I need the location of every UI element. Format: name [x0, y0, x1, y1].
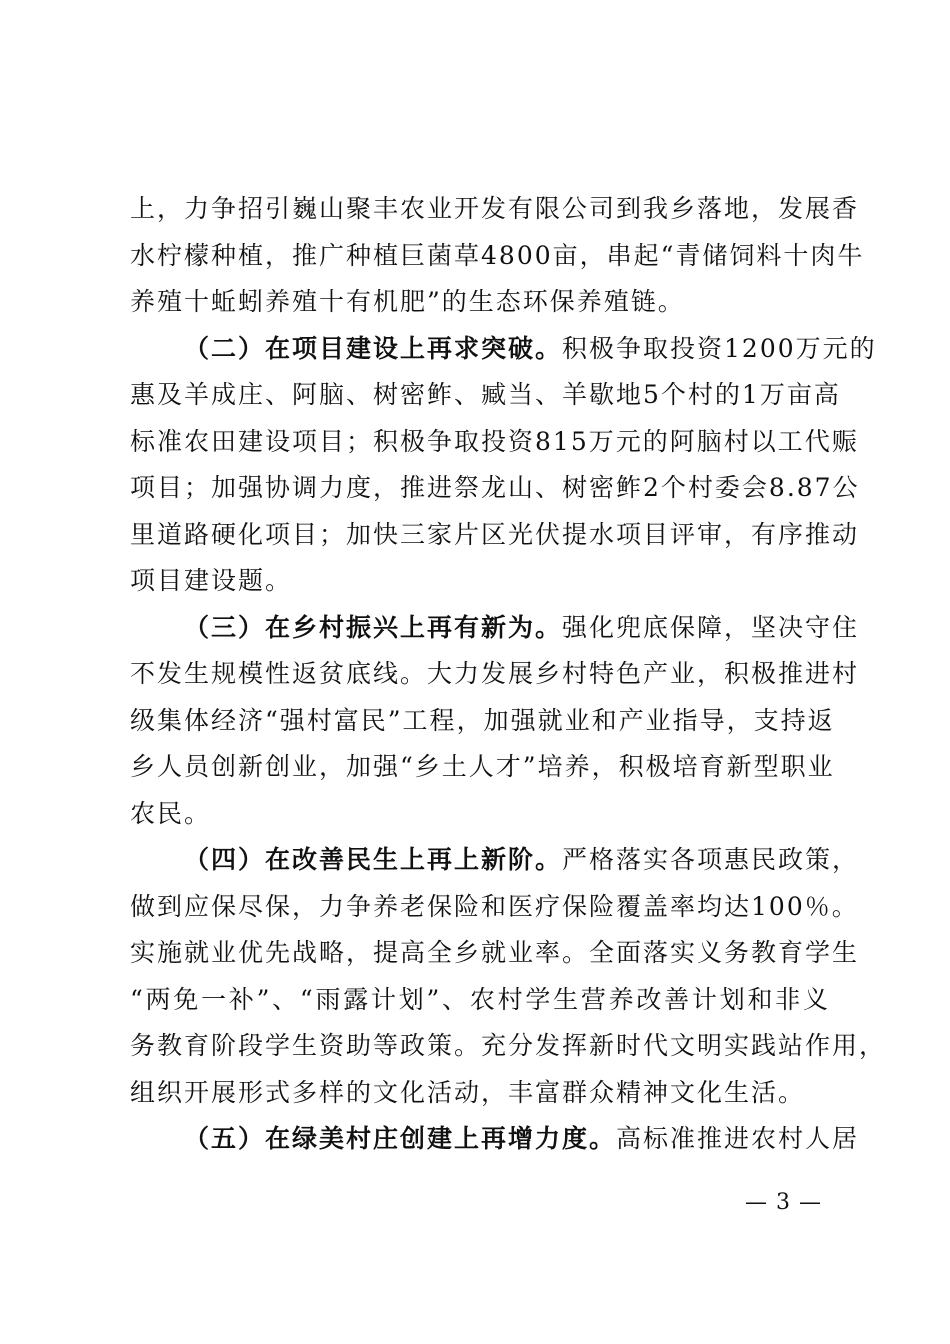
text-line: 做到应保尽保，力争养老保险和医疗保险覆盖率均达100％。 — [130, 891, 859, 921]
paragraph-green-village — [130, 1116, 860, 1163]
paragraph-rural-revitalization — [130, 605, 860, 838]
text-line — [130, 605, 860, 652]
text-line: 水柠檬种植，推广种植巨菌草4800亩，串起“青储饲料十肉牛 — [130, 240, 865, 270]
section-heading: （三）在乡村振兴上再有新为。 — [184, 612, 563, 642]
text-span: 强化兜底保障，坚决守住 — [562, 612, 860, 642]
text-line: “两免一补”、“雨露计划”、农村学生营养改善计划和非义 — [130, 984, 830, 1014]
paragraph-livelihood — [130, 837, 887, 1116]
text-line: 项目建设题。 — [130, 566, 293, 595]
text-line — [130, 1116, 860, 1163]
section-heading: （四）在改善民生上再上新阶。 — [184, 845, 563, 874]
text-span: 高标准推进农村人居 — [616, 1124, 860, 1153]
section-heading: （五）在绿美村庄创建上再增力度。 — [184, 1124, 617, 1153]
text-line: 级集体经济“强村富民”工程，加强就业和产业指导，支持返 — [130, 705, 835, 735]
text-line: 里道路硬化项目；加快三家片区光伏提水项目评审，有序推动 — [130, 519, 860, 549]
paragraph-continuation — [130, 186, 865, 326]
text-line — [130, 837, 860, 884]
text-line: 上，力争招引巍山聚丰农业开发有限公司到我乡落地，发展香 — [130, 194, 860, 223]
text-line: 养殖十蚯蚓养殖十有机肥”的生态环保养殖链。 — [130, 287, 685, 316]
page-number: — 3 — — [745, 1190, 822, 1215]
text-line: 组织开展形式多样的文化活动，丰富群众精神文化生活。 — [130, 1077, 806, 1107]
text-line: 乡人员创新创业，加强“乡土人才”培养，积极培育新型职业 — [130, 752, 835, 781]
text-span: 严格落实各项惠民政策， — [562, 845, 860, 874]
text-span: 积极争取投资1200万元的 — [562, 333, 877, 363]
text-line: 惠及羊成庄、阿脑、树密鲊、臧当、羊歇地5个村的1万亩高 — [130, 380, 841, 409]
text-line: 不发生规模性返贫底线。大力发展乡村特色产业，积极推进村 — [130, 659, 860, 688]
text-line: 农民。 — [130, 798, 212, 828]
document-body — [130, 186, 887, 1163]
text-line: 项目；加强协调力度，推进祭龙山、树密鲊2个村委会8.87公 — [130, 473, 860, 502]
text-line — [130, 326, 877, 373]
text-line: 标准农田建设项目；积极争取投资815万元的阿脑村以工代赈 — [130, 426, 859, 456]
text-line: 实施就业优先战略，提高全乡就业率。全面落实义务教育学生 — [130, 938, 860, 967]
paragraph-project-construction — [130, 326, 877, 605]
section-heading: （二）在项目建设上再求突破。 — [184, 333, 563, 363]
text-line: 务教育阶段学生资助等政策。充分发挥新时代文明实践站作用， — [130, 1031, 887, 1060]
